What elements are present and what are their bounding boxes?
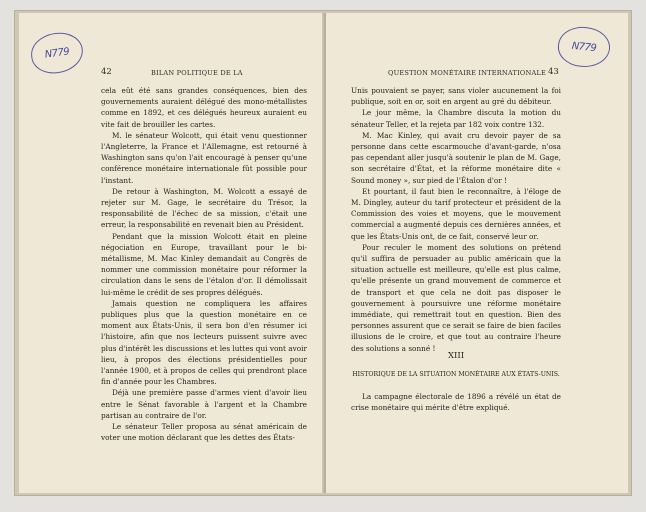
- paragraph: Le sénateur Teller proposa au sénat américain de voter une motion déclarant que les dettes des États-: [101, 422, 307, 443]
- paragraph: Pendant que la mission Wolcott était en pleine négociation en Europe, travaillant pour le bi-métallisme, M. Mac Kinley demandait au Congrès de nommer une commission monétaire pour réformer la circulation dans le sens de l'étalon d'or. Il démolissait lui-même le crédit de ses propres délégués.: [101, 231, 307, 297]
- paragraph: cela eût été sans grandes conséquences, bien des gouvernements auraient délégué des mono-métallistes comme en 1892, et ces délégués heureux auraient eu vite fait de brouiller les cartes.: [101, 86, 307, 129]
- page-number-left: 42: [101, 67, 112, 77]
- open-book: [14, 10, 632, 496]
- paragraph: Et pourtant, il faut bien le reconnaître, à l'éloge de M. Dingley, auteur du tarif protecteur et président de la Commission des voies et moyens, que le mouvement commercial a augmenté depuis ces dernières années, et que les États-Unis ont, de ce fait, conservé leur or.: [351, 186, 561, 241]
- paragraph: M. le sénateur Wolcott, qui était venu questionner l'Angleterre, la France et l'Allemagne, est retourné à Washington sans qu'on l'ait encouragé à penser qu'une conférence monétaire internationale fût possible pour l'instant.: [101, 130, 307, 185]
- running-header-right: QUESTION MONÉTAIRE INTERNATIONALE: [388, 69, 547, 77]
- paragraph: Unis pouvaient se payer, sans violer aucunement la foi publique, soit en or, soit en argent au gré du débiteur.: [351, 86, 561, 107]
- section-title: HISTORIQUE DE LA SITUATION MONÉTAIRE AUX ÉTATS-UNIS.: [352, 371, 560, 378]
- paragraph: Le jour même, la Chambre discuta la motion du sénateur Teller, et la rejeta par 182 voix contre 132.: [351, 108, 561, 129]
- running-header-left: BILAN POLITIQUE DE LA: [151, 69, 243, 77]
- library-stamp: N779: [556, 24, 612, 69]
- paragraph: Jamais question ne compliquera les affaires publiques plus que la question monétaire en ce moment aux États-Unis, il sera bon d'en résumer ici l'histoire, afin que nos lecteurs puissent suivre avec plus d'intérêt les discussions et les luttes qui vont avoir lieu, à propos des élections présidentielles pour l'année 1900, et à propos de celles qui prendront place fin d'année pour les Chambres.: [101, 298, 307, 387]
- left-page: [19, 13, 324, 493]
- section-number: XIII: [447, 351, 465, 361]
- library-stamp: N779: [28, 30, 85, 77]
- paragraph: Déjà une première passe d'armes vient d'avoir lieu entre le Sénat favorable à l'argent et la Chambre partisan au contraire de l'or.: [101, 388, 307, 420]
- section-text: [351, 391, 561, 413]
- paragraph: Pour reculer le moment des solutions on prétend qu'il suffira de persuader au public américain que la situation actuelle est meilleure, qu'elle est plus calme, qu'elle présente un grand mouvement de commerce et de transport et que cela ne doit pas disposer le gouvernement à poursuivre une réforme monétaire immédiate, qui remettrait tout en question. Bien des personnes assurent que ce serait se faire de bien faciles illusions de le croire, et que tout au contraire l'heure des solutions a sonné !: [351, 242, 561, 353]
- paragraph: La campagne électorale de 1896 a révélé un état de crise monétaire qui mérite d'être expliqué.: [351, 392, 561, 413]
- paragraph: M. Mac Kinley, qui avait cru devoir payer de sa personne dans cette escarmouche d'avant-garde, n'osa pas cependant aller jusqu'à soutenir le plan de M. Gage, son secrétaire d'État, et la réforme monétaire dite « Sound money », sur pied de l'Étalon d'or !: [351, 130, 561, 185]
- page-number-right: 43: [548, 67, 559, 77]
- right-page: [326, 13, 628, 493]
- left-page-text: [101, 85, 307, 444]
- paragraph: De retour à Washington, M. Wolcott a essayé de rejeter sur M. Gage, le secrétaire du Trésor, la responsabilité de l'échec de sa mission, c'était une erreur, la responsabilité en revenait bien au Président.: [101, 186, 307, 230]
- right-page-text: [351, 85, 561, 354]
